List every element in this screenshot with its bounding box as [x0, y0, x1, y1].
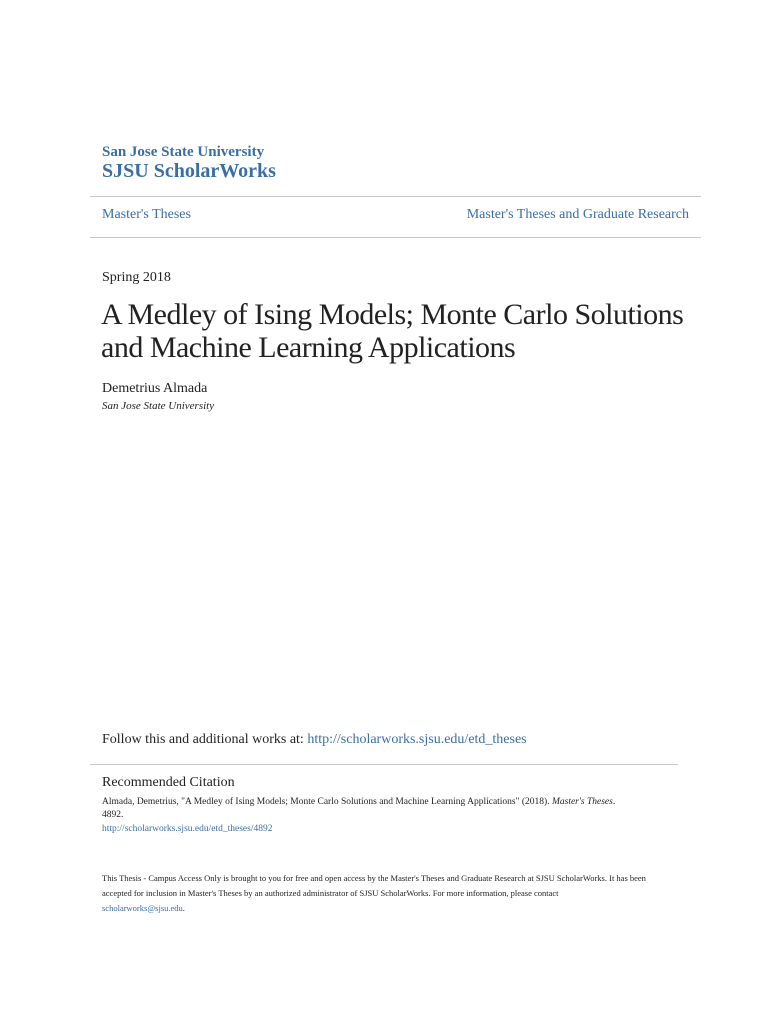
notice-text: This Thesis - Campus Access Only is brought to you for free and open access by the Master's Theses and Graduate Research at SJSU ScholarWorks. It has been accepted for inclusion in Master's Theses by an authorized administrator of SJSU ScholarWorks. For more information, please contact [102, 873, 646, 898]
author-name: Demetrius Almada [102, 381, 208, 396]
author-affiliation: San Jose State University [102, 400, 215, 412]
follow-url-link[interactable]: http://scholarworks.sjsu.edu/etd_theses [307, 732, 527, 747]
follow-label: Follow this and additional works at: [102, 732, 308, 747]
citation-series: Master's Theses [551, 797, 613, 807]
notice-email-suffix: . [182, 903, 185, 913]
graduate-research-link[interactable]: Master's Theses and Graduate Research [466, 207, 689, 222]
repository-name[interactable]: SJSU ScholarWorks [102, 160, 276, 182]
masters-theses-link[interactable]: Master's Theses [102, 207, 191, 222]
citation-heading: Recommended Citation [102, 775, 235, 790]
publication-term: Spring 2018 [102, 270, 171, 285]
access-notice [102, 871, 672, 916]
nav-bottom-rule [90, 237, 701, 238]
citation-url-link[interactable]: http://scholarworks.sjsu.edu/etd_theses/4892 [102, 824, 273, 834]
citation-text [102, 796, 672, 822]
citation-series-suffix: . [612, 797, 616, 807]
citation-number: 4892. [102, 810, 124, 820]
follow-line [102, 732, 527, 748]
top-rule [90, 196, 701, 197]
document-title: A Medley of Ising Models; Monte Carlo Solutions and Machine Learning Applications [101, 298, 684, 364]
university-name[interactable]: San Jose State University [102, 144, 265, 160]
citation-body: Almada, Demetrius, "A Medley of Ising Models; Monte Carlo Solutions and Machine Learning Applications" (2018). [102, 797, 552, 807]
contact-email-link[interactable]: scholarworks@sjsu.edu [102, 903, 183, 913]
citation-rule [90, 764, 678, 765]
